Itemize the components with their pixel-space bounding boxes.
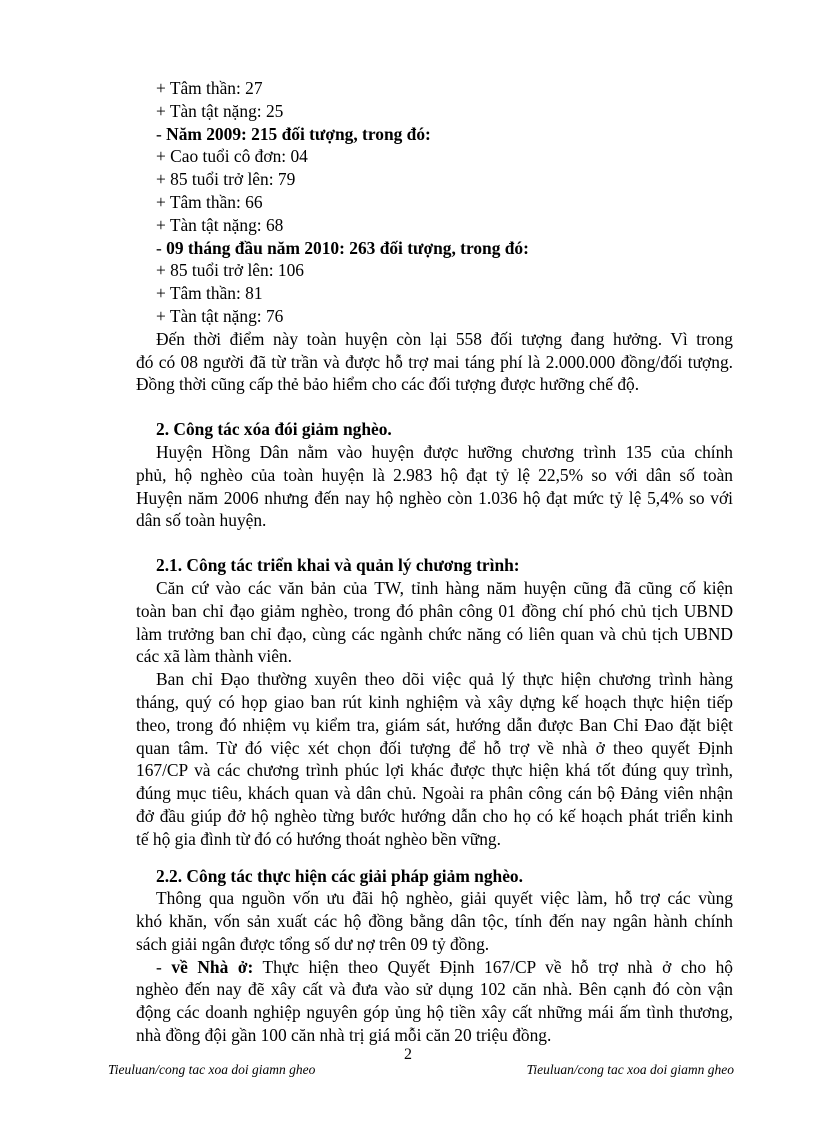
paragraph-line: Thông qua nguồn vốn ưu đãi hộ nghèo, giải quyết việc làm, hỗ trợ các vùng [156, 888, 733, 909]
paragraph-line: đúng mục tiêu, khách quan và dân chủ. Ngoài ra phân công cán bộ Đảng viên nhận [136, 783, 733, 804]
list-item: + Tâm thần: 27 [156, 78, 263, 98]
page-number: 2 [404, 1046, 412, 1063]
paragraph-line: Đồng thời cũng cấp thẻ bảo hiểm cho các đối tượng được hưỡng chế độ. [136, 374, 640, 395]
paragraph-line: đó có 08 người đã từ trần và được hỗ trợ mai táng phí là 2.000.000 đồng/đối tượng. [136, 351, 733, 372]
dash: - [156, 237, 167, 258]
paragraph-line: phủ, hộ nghèo của toàn huyện là 2.983 hộ đạt tỷ lệ 22,5% so với dân số toàn [136, 464, 733, 485]
paragraph-line [136, 956, 733, 979]
list-item: + Tâm thần: 81 [156, 283, 263, 304]
paragraph-line: quan tâm. Từ đó việc xét chọn đối tượng để hỗ trợ về nhà ở theo quyết Định [136, 737, 733, 758]
paragraph-poverty-overview [136, 441, 733, 532]
list-item: + Tâm thần: 66 [156, 191, 263, 212]
paragraph-line: toàn ban chỉ đạo giảm nghèo, trong đó phân công 01 đồng chí phó chủ tịch UBND [136, 600, 733, 621]
paragraph-line: Huyện Hồng Dân nằm vào huyện được hưỡng chương trình 135 của chính [156, 441, 733, 462]
list-item: + 85 tuổi trở lên: 106 [156, 260, 304, 281]
paragraph-line: theo, trong đó nhiệm vụ kiểm tra, giám sát, hướng dẫn được Ban Chỉ Đao đặt biệt [136, 714, 733, 735]
paragraph-line: nghèo đến nay đẽ xây cất và đưa vào sử dụng 102 căn nhà. Bên cạnh đó còn vận [136, 979, 733, 1000]
paragraph-current-beneficiaries [136, 328, 733, 396]
year-2010-heading [136, 237, 733, 260]
year-2009-label: Năm 2009: 215 đối tượng, trong đó: [166, 123, 431, 144]
paragraph-line: Đến thời điểm này toàn huyện còn lại 558 đối tượng đang hưởng. Vì trong [156, 328, 733, 349]
year-2010-label: 09 tháng đầu năm 2010: 263 đối tượng, trong đó: [166, 237, 529, 258]
paragraph-line: Ban chỉ Đạo thường xuyên theo dõi việc quả lý thực hiện chương trình hàng [156, 669, 733, 690]
list-item: + Tàn tật nặng: 25 [156, 100, 284, 121]
section-heading-2-2: 2.2. Công tác thực hiện các giải pháp giảm nghèo. [156, 865, 523, 886]
paragraph-line: làm trưởng ban chỉ đạo, cùng các ngành chức năng có liên quan và chủ tịch UBND [136, 623, 733, 644]
paragraph-line: 167/CP và các chương trình phúc lợi khác được thực hiện khá tốt đúng quy trình, [136, 760, 733, 781]
section-heading-2: 2. Công tác xóa đói giảm nghèo. [156, 419, 392, 440]
paragraph-loans [136, 887, 733, 955]
housing-label: về Nhà ở: [171, 956, 254, 977]
paragraph-line: đở đầu giúp đở hộ nghèo từng bước hướng dẫn cho họ có kế hoạch phát triển kinh [136, 805, 733, 826]
housing-text: Thực hiện theo Quyết Định 167/CP về hỗ trợ nhà ở cho hộ [253, 956, 733, 977]
section-heading-2-1: 2.1. Công tác triển khai và quản lý chương trình: [156, 555, 520, 576]
dash: - [156, 956, 172, 977]
paragraph-line: động các doanh nghiệp nguyên góp ủng hộ tiền xây cất những mái ấm tình thương, [136, 1002, 733, 1023]
list-item: + 85 tuổi trở lên: 79 [156, 169, 296, 190]
page-footer [108, 1062, 734, 1078]
paragraph-line: Căn cứ vào các văn bản của TW, tỉnh hàng năm huyện cũng đã cũng cố kiện [156, 577, 733, 598]
list-item: + Tàn tật nặng: 68 [156, 214, 284, 235]
paragraph-housing [136, 956, 733, 1047]
paragraph-line: dân số toàn huyện. [136, 510, 267, 531]
paragraph-line: Huyện năm 2006 nhưng đến nay hộ nghèo còn 1.036 hộ đạt mức tỷ lệ 5,4% so với [136, 487, 733, 508]
year-2009-heading [136, 123, 733, 146]
list-item: + Tàn tật nặng: 76 [156, 305, 284, 326]
paragraph-steering-committee [136, 577, 733, 668]
page-body [136, 77, 733, 1047]
footer-right: Tieuluan/cong tac xoa doi giamn gheo [526, 1062, 734, 1077]
dash: - [156, 123, 167, 144]
paragraph-line: tháng, quý có họp giao ban rút kinh nghiệm và xây dựng kế hoạch thực hiện tiếp [136, 691, 733, 712]
footer-left: Tieuluan/cong tac xoa doi giamn gheo [108, 1062, 316, 1077]
paragraph-monitoring [136, 668, 733, 850]
paragraph-line: khó khăn, vốn sản xuất các hộ đồng bằng dân tộc, tính đến nay ngân hành chính [136, 911, 733, 932]
list-item: + Cao tuổi cô đơn: 04 [156, 146, 308, 167]
paragraph-line: tế hộ gia đình từ đó có hướng thoát nghèo bền vững. [136, 828, 501, 849]
paragraph-line: các xã làm thành viên. [136, 646, 292, 667]
paragraph-line: sách giải ngân được tổng số dư nợ trên 09 tỷ đồng. [136, 933, 490, 954]
paragraph-line: nhà đồng đội gần 100 căn nhà trị giá mỗi căn 20 triệu đồng. [136, 1025, 552, 1046]
